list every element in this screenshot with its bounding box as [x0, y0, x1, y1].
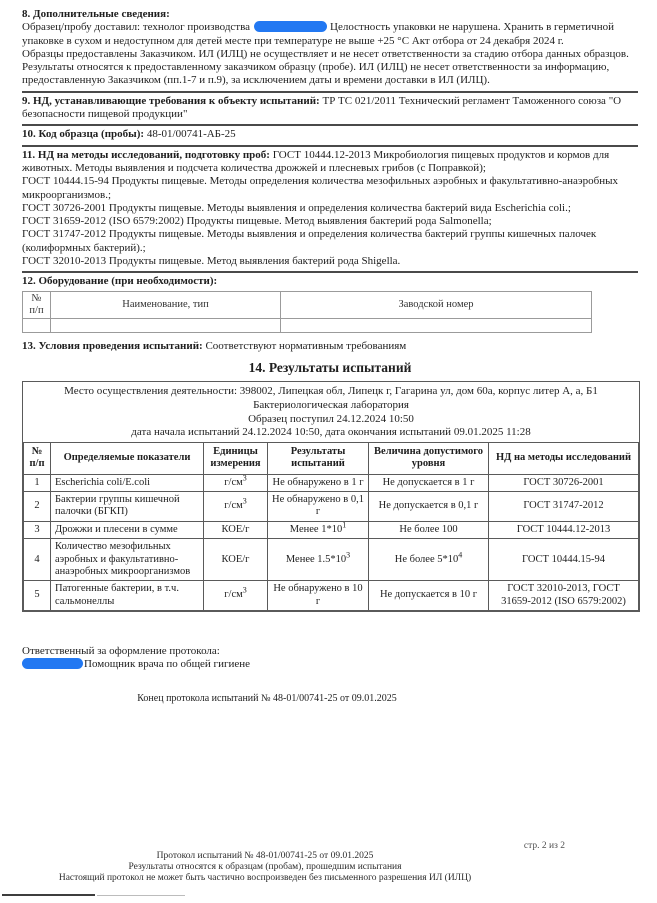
col-num: № п/п: [24, 442, 51, 474]
section8-para2: Образцы предоставлены Заказчиком. ИЛ (ИЛЦ) не осуществляет и не несет ответственности за стадию отбора данных образцов. Результаты относятся к предоставленному заказчиком образцу (пробе). ИЛ (ИЛЦ) не несет ответственности за информацию, предоставленную Заказчиком (пп.1-7 и п.9), за исключением даты и времени доставки в ИЛ (ИЛЦ).: [22, 47, 629, 87]
superscript: 4: [458, 550, 463, 560]
superscript: 1: [342, 520, 347, 530]
signer-title: Помощник врача по общей гигиене: [84, 658, 251, 671]
cell-unit: КОЕ/г: [204, 521, 268, 538]
cell-unit: $г/см^3$: [204, 581, 268, 611]
method-standard: ГОСТ 30726-2001 Продукты пищевые. Методы выявления и определения количества бактерий вида Escherichia coli.;: [22, 201, 571, 214]
method-standard: ГОСТ 10444.15-94 Продукты пищевые. Методы определения количества мезофильных аэробных и факультативно-анаэробных микроорганизмов.;: [22, 175, 619, 201]
section14-heading: 14. Результаты испытаний: [248, 360, 412, 376]
results-table-row: [24, 474, 639, 491]
section-divider: [22, 124, 638, 126]
cell-result: Не обнаружено в 1 г: [268, 474, 369, 491]
cell-num: 4: [24, 539, 51, 581]
cell-empty: [23, 318, 51, 332]
method-standard: ГОСТ 32010-2013 Продукты пищевые. Метод выявления бактерий рода Shigella.: [22, 255, 401, 268]
col-indicator: Определяемые показатели: [51, 442, 204, 474]
equip-col-name: Наименование, тип: [51, 291, 281, 318]
cell-allowed: Не более 100: [369, 521, 489, 538]
section-9: [22, 95, 638, 122]
cell-indicator: Количество мезофильных аэробных и факультативно-анаэробных микроорганизмов: [51, 539, 204, 581]
results-table-row: [24, 539, 639, 581]
section8-text-after-redaction: Целостность упаковки не нарушена. Хранить в герметичной упаковке в сухом и недоступном для детей месте при температуре не выше +25 °C Акт отбора от 24 декабря 2024 г.: [22, 21, 614, 47]
signature-block: [22, 645, 638, 672]
cell-method: ГОСТ 10444.12-2013: [489, 521, 639, 538]
sample-received: Образец поступил 24.12.2024 10:50: [248, 412, 414, 425]
section-divider: [22, 91, 638, 93]
col-allowed: Величина допустимого уровня: [369, 442, 489, 474]
method-standard: ГОСТ 10444.12-2013 Микробиология пищевых продуктов и кормов для животных. Методы выявления и подсчета количества дрожжей и плесневых грибов (с Поправкой);: [22, 148, 610, 174]
results-table-body: [24, 474, 639, 610]
activity-address: Место осуществления деятельности: 398002, Липецкая обл, Липецк г, Гагарина ул, дом 60а, корпус литер А, а, Б1: [64, 385, 598, 398]
cell-indicator: Escherichia coli/E.coli: [51, 474, 204, 491]
equip-col-serial: Заводской номер: [281, 291, 592, 318]
results-table-row: [24, 521, 639, 538]
section11-label: 11. НД на методы исследований, подготовку проб:: [22, 148, 270, 161]
col-method: НД на методы исследований: [489, 442, 639, 474]
method-standard: ГОСТ 31659-2012 (ISO 6579:2002) Продукты пищевые. Метод выявления бактерий рода Salmonella;: [22, 215, 492, 228]
section-13: [22, 340, 638, 353]
equip-col-num: № п/п: [23, 291, 51, 318]
col-result: Результаты испытаний: [268, 442, 369, 474]
page-footer: [15, 851, 515, 884]
cell-num: 2: [24, 492, 51, 522]
scan-artifact-line: [97, 895, 185, 896]
section9-label: 9. НД, устанавливающие требования к объекту испытаний:: [22, 94, 320, 107]
cell-num: 3: [24, 521, 51, 538]
results-preamble: [23, 382, 639, 442]
redaction-pill: [254, 21, 327, 32]
cell-empty: [281, 318, 592, 332]
test-dates: дата начала испытаний 24.12.2024 10:50, дата окончания испытаний 09.01.2025 11:28: [131, 426, 531, 439]
results-table-row: [24, 581, 639, 611]
section10-label: 10. Код образца (пробы):: [22, 128, 145, 141]
footer-line: Протокол испытаний № 48-01/00741-25 от 09.01.2025: [156, 851, 374, 861]
cell-unit: КОЕ/г: [204, 539, 268, 581]
redaction-pill: [22, 658, 83, 669]
cell-method: ГОСТ 31747-2012: [489, 492, 639, 522]
footer-line: Настоящий протокол не может быть частично воспроизведен без письменного разрешения ИЛ (ИЛЦ): [58, 873, 472, 883]
cell-allowed: Не допускается в 10 г: [369, 581, 489, 611]
cell-result: Менее $1*10^1$: [268, 521, 369, 538]
protocol-end-line: Конец протокола испытаний № 48-01/00741-25 от 09.01.2025: [137, 692, 397, 704]
section-10: [22, 128, 638, 141]
cell-result: Не обнаружено в 10 г: [268, 581, 369, 611]
cell-allowed: Не допускается в 0,1 г: [369, 492, 489, 522]
cell-indicator: Дрожжи и плесени в сумме: [51, 521, 204, 538]
section13-label: 13. Условия проведения испытаний:: [22, 339, 203, 352]
cell-method: ГОСТ 30726-2001: [489, 474, 639, 491]
results-box: [22, 381, 640, 612]
method-standard: ГОСТ 31747-2012 Продукты пищевые. Методы выявления и определения количества бактерий группы кишечных палочек (колиформных бактерий).;: [22, 228, 597, 254]
cell-result: Менее $1.5*10^3$: [268, 539, 369, 581]
section13-text: Соответствуют нормативным требованиям: [205, 339, 407, 352]
section8-para1: [22, 21, 638, 48]
equipment-table: [22, 291, 592, 333]
cell-indicator: Патогенные бактерии, в т.ч. сальмонеллы: [51, 581, 204, 611]
cell-unit: $г/см^3$: [204, 474, 268, 491]
superscript: 3: [242, 473, 247, 483]
cell-result: Не обнаружено в 0,1 г: [268, 492, 369, 522]
page-number: стр. 2 из 2: [523, 841, 565, 851]
section-divider: [22, 271, 638, 273]
section8-heading: 8. Дополнительные сведения:: [22, 8, 170, 20]
results-header-row: [24, 442, 639, 474]
superscript: 3: [242, 496, 247, 506]
section-8: [22, 8, 638, 88]
superscript: 3: [346, 550, 351, 560]
equipment-empty-row: [23, 318, 592, 332]
cell-method: ГОСТ 32010-2013, ГОСТ 31659-2012 (ISO 6579:2002): [489, 581, 639, 611]
scan-artifact-line: [2, 894, 95, 896]
superscript: 3: [242, 585, 247, 595]
lab-name: Бактериологическая лаборатория: [253, 399, 409, 412]
section-11: [22, 149, 638, 269]
cell-num: 1: [24, 474, 51, 491]
cell-method: ГОСТ 10444.15-94: [489, 539, 639, 581]
cell-num: 5: [24, 581, 51, 611]
col-unit: Единицы измерения: [204, 442, 268, 474]
section9-text: ТР ТС 021/2011 Технический регламент Таможенного союза "О безопасности пищевой продукции": [22, 94, 622, 121]
sample-code: 48-01/00741-АБ-25: [146, 128, 236, 141]
equipment-header-row: [23, 291, 592, 318]
results-table: [23, 442, 639, 611]
section8-text-before-redaction: Образец/пробу доставил: технолог производства: [22, 21, 251, 34]
cell-unit: $г/см^3$: [204, 492, 268, 522]
section-12: [22, 275, 638, 332]
footer-line: Результаты относятся к образцам (пробам), прошедшим испытания: [128, 862, 402, 872]
cell-indicator: Бактерии группы кишечной палочки (БГКП): [51, 492, 204, 522]
cell-allowed: Не допускается в 1 г: [369, 474, 489, 491]
section12-heading: 12. Оборудование (при необходимости):: [22, 275, 218, 288]
cell-allowed: Не более $5*10^4$: [369, 539, 489, 581]
results-table-row: [24, 492, 639, 522]
section-divider: [22, 145, 638, 147]
cell-empty: [51, 318, 281, 332]
signature-label: Ответственный за оформление протокола:: [22, 645, 220, 658]
